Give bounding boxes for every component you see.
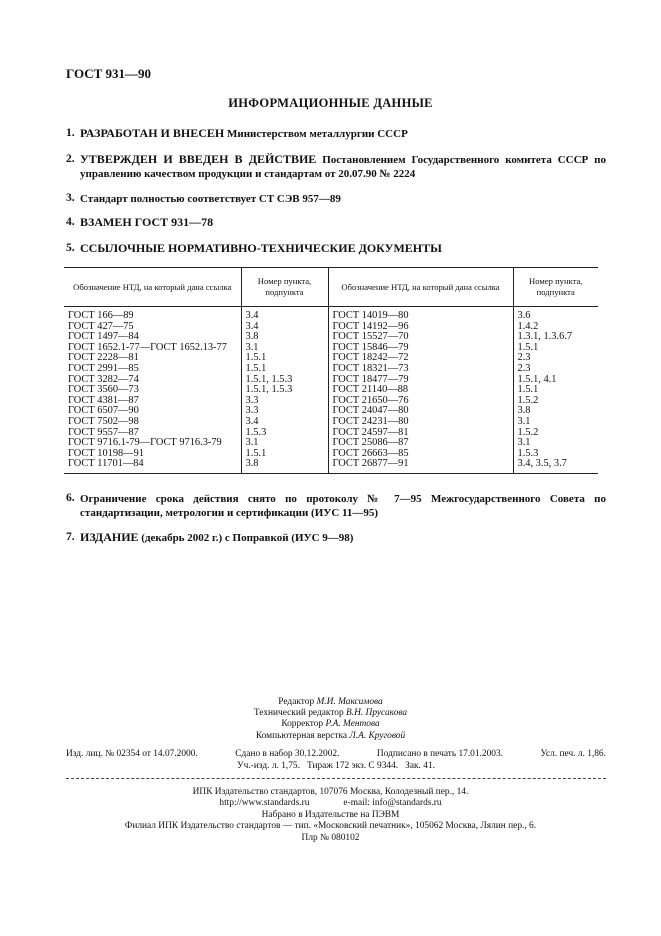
cell-clause: 3.1 — [241, 343, 328, 354]
info-item-7 — [66, 530, 606, 545]
dashed-divider — [66, 778, 606, 779]
cell-clause: 1.5.2 — [513, 428, 598, 439]
cell-document: ГОСТ 21650—76 — [328, 396, 513, 407]
item-number: 1. — [66, 126, 75, 139]
cell-clause: 1.5.3 — [241, 428, 328, 439]
credit-person: Р.А. Ментова — [325, 719, 380, 730]
info-item-2 — [66, 152, 606, 181]
info-item-4 — [66, 215, 606, 230]
cell-document: ГОСТ 3282—74 — [68, 374, 139, 385]
table-row — [64, 307, 598, 322]
printing-house: Филиал ИПК Издательство стандартов — тип. «Московский печатник», 105062 Москва, Лялин пер., 6. — [124, 821, 537, 832]
cell-document: ГОСТ 3560—73 — [68, 385, 139, 396]
publisher-address: ИПК Издательство стандартов, 107076 Москва, Колодезный пер., 14. — [192, 787, 469, 797]
header-document-1: Обозначение НТД, на который дана ссылка — [64, 268, 241, 307]
table-header-row — [64, 268, 598, 307]
credit-editor — [0, 697, 661, 708]
header-clause-1: Номер пункта, подпункта — [241, 268, 328, 307]
credit-role: Технический редактор — [253, 708, 344, 719]
item-text: Стандарт полностью соответствует СТ СЭВ 957—89 — [80, 193, 341, 205]
item-text: (декабрь 2002 г.) с Поправкой (ИУС 9—98) — [138, 532, 354, 544]
cell-document: ГОСТ 15846—79 — [328, 343, 513, 354]
cell-document: ГОСТ 2991—85 — [68, 363, 139, 374]
cell-clause: 1.5.1, 4.1 — [513, 375, 598, 386]
item-number: 4. — [66, 215, 75, 228]
credit-person: Л.А. Круговой — [349, 730, 406, 741]
cell-clause: 1.5.1 — [241, 364, 328, 375]
cell-document: ГОСТ 21140—88 — [328, 385, 513, 396]
cell-document: ГОСТ 24597—81 — [328, 428, 513, 439]
cell-document: ГОСТ 10198—91 — [68, 448, 145, 459]
cell-clause: 1.5.1, 1.5.3 — [241, 385, 328, 396]
cell-clause: 3.1 — [241, 438, 328, 449]
cell-document: ГОСТ 11701—84 — [64, 459, 241, 473]
credit-corrector — [0, 719, 661, 730]
cell-document: ГОСТ 24047—80 — [328, 406, 513, 417]
credit-role: Корректор — [281, 719, 324, 730]
cell-document: ГОСТ 1497—84 — [68, 332, 139, 343]
editorial-credits — [0, 697, 661, 742]
cell-document: ГОСТ 4381—87 — [68, 395, 139, 406]
item-lead: ВЗАМЕН ГОСТ 931—78 — [80, 215, 214, 229]
credit-layout — [0, 731, 661, 742]
cell-clause: 1.5.1, 1.5.3 — [241, 375, 328, 386]
item-text: Ограничение срока действия снято по протоколу № 7—95 Межгосударственного Совета по стандартизации, метрологии и сертификации (ИУС 11—95) — [80, 493, 606, 519]
table-row — [64, 406, 598, 417]
table-row — [64, 438, 598, 449]
license-text: Изд. лиц. № 02354 от 14.07.2000. — [66, 749, 198, 759]
document-title: ИНФОРМАЦИОННЫЕ ДАННЫЕ — [228, 96, 433, 110]
item-lead: РАЗРАБОТАН И ВНЕСЕН — [80, 126, 225, 140]
table-row — [64, 396, 598, 407]
sheets-text: Усл. печ. л. 1,86. — [540, 749, 606, 759]
cell-clause: 2.3 — [513, 353, 598, 364]
license-number: Плр № 080102 — [301, 832, 360, 843]
cell-clause: 3.3 — [241, 406, 328, 417]
cell-clause: 3.1 — [513, 417, 598, 428]
table-row — [64, 364, 598, 375]
cell-document: ГОСТ 14019—80 — [328, 307, 513, 322]
header-document-2: Обозначение НТД, на который дана ссылка — [328, 268, 513, 307]
cell-document: ГОСТ 9716.1-79—ГОСТ 9716.3-79 — [68, 438, 222, 449]
print-run-text: Уч.-изд. л. 1,75. Тираж 172 экз. С 9344. Зак. 41. — [237, 760, 435, 771]
cell-document: ГОСТ 1652.1-77—ГОСТ 1652.13-77 — [68, 342, 227, 353]
table-row — [64, 375, 598, 386]
table-row — [64, 449, 598, 460]
credit-role: Компьютерная верстка — [255, 730, 348, 741]
header-clause-2: Номер пункта, подпункта — [513, 268, 598, 307]
info-item-6 — [66, 491, 606, 520]
item-number: 2. — [66, 152, 75, 165]
print-info-row — [66, 749, 606, 761]
info-item-1 — [66, 126, 606, 141]
cell-clause: 3.4 — [241, 307, 328, 322]
cell-clause: 1.3.1, 1.3.6.7 — [513, 332, 598, 343]
cell-document: ГОСТ 427—75 — [68, 321, 134, 332]
cell-document: ГОСТ 6507—90 — [68, 406, 139, 417]
cell-clause: 1.5.2 — [513, 396, 598, 407]
cell-clause: 1.5.1 — [513, 343, 598, 354]
table-row — [64, 332, 598, 343]
cell-document: ГОСТ 9557—87 — [68, 427, 139, 438]
info-item-3 — [66, 191, 606, 206]
table-row — [64, 353, 598, 364]
cell-clause: 3.3 — [241, 396, 328, 407]
typeset-note: Набрано в Издательстве на ПЭВМ — [261, 809, 400, 820]
cell-clause: 3.6 — [513, 307, 598, 322]
table-row — [64, 459, 598, 473]
cell-document: ГОСТ 2228—81 — [68, 353, 139, 364]
reference-documents-table — [64, 267, 598, 474]
publisher-contacts — [0, 798, 661, 809]
page-header-code: ГОСТ 931—90 — [66, 66, 152, 81]
credit-role: Редактор — [278, 697, 315, 707]
table-row — [64, 322, 598, 333]
table-row — [64, 428, 598, 439]
credit-tech-editor — [0, 708, 661, 719]
item-number: 3. — [66, 191, 75, 204]
cell-clause: 3.8 — [241, 332, 328, 343]
cell-clause: 3.8 — [513, 406, 598, 417]
cell-clause: 3.8 — [241, 459, 328, 473]
cell-clause: 1.5.1 — [241, 449, 328, 460]
cell-clause: 2.3 — [513, 364, 598, 375]
print-info — [66, 749, 606, 772]
item-text: Министерством металлургии СССР — [224, 128, 408, 140]
set-date-text: Сдано в набор 30.12.2002. — [235, 749, 340, 759]
table-row — [64, 417, 598, 428]
item-lead: УТВЕРЖДЕН И ВВЕДЕН В ДЕЙСТВИЕ — [80, 152, 317, 166]
cell-clause: 1.4.2 — [513, 322, 598, 333]
credit-person: В.Н. Прусакова — [346, 708, 408, 719]
cell-document: ГОСТ 18477—79 — [328, 375, 513, 386]
cell-document: ГОСТ 26663—85 — [328, 449, 513, 460]
cell-document: ГОСТ 15527—70 — [328, 332, 513, 343]
cell-clause: 3.4 — [241, 417, 328, 428]
cell-document: ГОСТ 14192—96 — [328, 322, 513, 333]
item-text: Постановлением Государственного комитета СССР по управлению качеством продукции и стандартам от 20.07.90 № 2224 — [80, 154, 607, 180]
item-lead: ССЫЛОЧНЫЕ НОРМАТИВНО-ТЕХНИЧЕСКИЕ ДОКУМЕНТЫ — [80, 241, 442, 255]
cell-document: ГОСТ 24231—80 — [328, 417, 513, 428]
cell-document: ГОСТ 26877—91 — [328, 459, 513, 473]
item-number: 7. — [66, 530, 75, 543]
table-row — [64, 385, 598, 396]
credit-person: М.И. Максимова — [316, 697, 383, 707]
item-lead: ИЗДАНИЕ — [80, 530, 139, 544]
cell-clause: 1.5.3 — [513, 449, 598, 460]
cell-document: ГОСТ 166—89 — [68, 310, 134, 321]
publisher-website-link[interactable]: http://www.standards.ru — [219, 798, 310, 809]
table-row — [64, 343, 598, 354]
publisher-email-link[interactable]: e-mail: info@standards.ru — [343, 798, 442, 809]
cell-clause: 3.4 — [241, 322, 328, 333]
cell-clause: 1.5.1 — [513, 385, 598, 396]
cell-document: ГОСТ 18242—72 — [328, 353, 513, 364]
cell-document: ГОСТ 25086—87 — [328, 438, 513, 449]
publisher-info — [0, 787, 661, 844]
info-item-5 — [66, 241, 606, 256]
item-number: 6. — [66, 491, 75, 504]
item-number: 5. — [66, 241, 75, 254]
cell-clause: 1.5.1 — [241, 353, 328, 364]
cell-clause: 3.1 — [513, 438, 598, 449]
cell-clause: 3.4, 3.5, 3.7 — [513, 459, 598, 473]
cell-document: ГОСТ 18321—73 — [328, 364, 513, 375]
cell-document: ГОСТ 7502—98 — [68, 416, 139, 427]
signed-date-text: Подписано в печать 17.01.2003. — [376, 749, 503, 759]
